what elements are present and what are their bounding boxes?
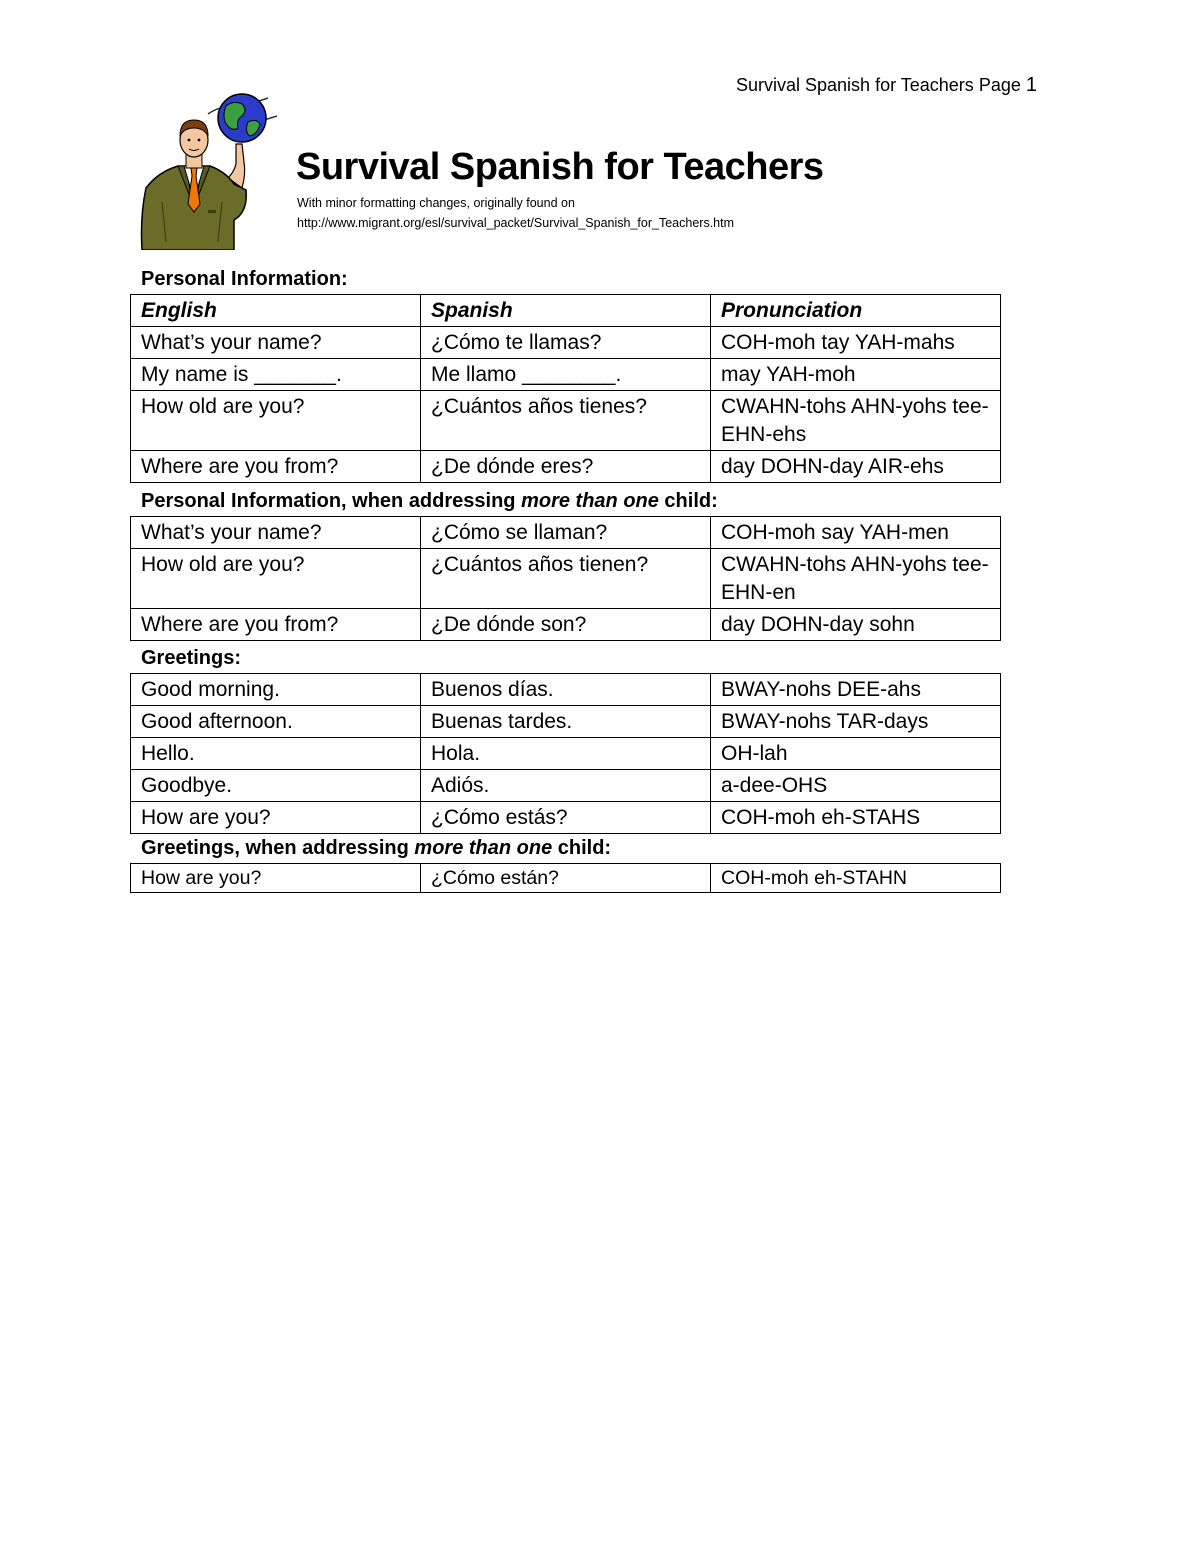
section-heading-emphasis: more than one: [521, 490, 659, 512]
spanish-cell: ¿De dónde son?: [421, 609, 711, 641]
section-heading-greetings-plural: [141, 837, 611, 860]
english-cell: How old are you?: [131, 391, 421, 451]
table-row: [131, 391, 1001, 451]
column-header-english: English: [131, 295, 421, 327]
table-row: [131, 451, 1001, 483]
spanish-cell: ¿Cómo te llamas?: [421, 327, 711, 359]
vocab-table-greetings: [130, 673, 1001, 834]
vocab-table-personal-info: [130, 294, 1001, 483]
spanish-cell: ¿Cómo se llaman?: [421, 517, 711, 549]
table-row: [131, 674, 1001, 706]
section-heading-emphasis: more than one: [414, 837, 553, 859]
spanish-cell: ¿Cuántos años tienes?: [421, 391, 711, 451]
table-row: [131, 706, 1001, 738]
pronunciation-cell: CWAHN-tohs AHN-yohs tee-EHN-en: [711, 549, 1001, 609]
spanish-cell: Buenas tardes.: [421, 706, 711, 738]
english-cell: Hello.: [131, 738, 421, 770]
english-cell: How old are you?: [131, 549, 421, 609]
running-header: [736, 74, 1037, 97]
english-cell: How are you?: [131, 864, 421, 893]
spanish-cell: Hola.: [421, 738, 711, 770]
english-cell: What’s your name?: [131, 517, 421, 549]
pronunciation-cell: BWAY-nohs TAR-days: [711, 706, 1001, 738]
table-row: [131, 517, 1001, 549]
english-cell: What’s your name?: [131, 327, 421, 359]
table-row: [131, 359, 1001, 391]
pronunciation-cell: day DOHN-day AIR-ehs: [711, 451, 1001, 483]
page-number: 1: [1025, 74, 1037, 96]
section-heading-greetings: Greetings:: [141, 647, 242, 669]
column-header-spanish: Spanish: [421, 295, 711, 327]
table-row: [131, 864, 1001, 893]
spanish-cell: Me llamo ________.: [421, 359, 711, 391]
table-row: [131, 327, 1001, 359]
section-heading-text: Greetings, when addressing: [141, 837, 415, 859]
vocab-table-personal-info-plural: [130, 516, 1001, 641]
english-cell: Where are you from?: [131, 451, 421, 483]
pronunciation-cell: day DOHN-day sohn: [711, 609, 1001, 641]
pronunciation-cell: COH-moh tay YAH-mahs: [711, 327, 1001, 359]
section-heading-text: child:: [552, 837, 612, 859]
table-row: [131, 802, 1001, 834]
spanish-cell: ¿Cómo estás?: [421, 802, 711, 834]
pronunciation-cell: CWAHN-tohs AHN-yohs tee-EHN-ehs: [711, 391, 1001, 451]
pronunciation-cell: OH-lah: [711, 738, 1001, 770]
spanish-cell: ¿De dónde eres?: [421, 451, 711, 483]
section-heading-text: Personal Information, when addressing: [141, 490, 522, 512]
table-row: [131, 609, 1001, 641]
table-header-row: [131, 295, 1001, 327]
table-row: [131, 770, 1001, 802]
spanish-cell: ¿Cómo están?: [421, 864, 711, 893]
spanish-cell: Buenos días.: [421, 674, 711, 706]
pronunciation-cell: COH-moh eh-STAHS: [711, 802, 1001, 834]
pronunciation-cell: BWAY-nohs DEE-ahs: [711, 674, 1001, 706]
pronunciation-cell: COH-moh say YAH-men: [711, 517, 1001, 549]
english-cell: Where are you from?: [131, 609, 421, 641]
english-cell: Goodbye.: [131, 770, 421, 802]
spanish-cell: Adiós.: [421, 770, 711, 802]
english-cell: How are you?: [131, 802, 421, 834]
table-row: [131, 738, 1001, 770]
pronunciation-cell: may YAH-moh: [711, 359, 1001, 391]
column-header-pronunciation: Pronunciation: [711, 295, 1001, 327]
english-cell: Good morning.: [131, 674, 421, 706]
pronunciation-cell: a-dee-OHS: [711, 770, 1001, 802]
teacher-with-globe-icon: [138, 92, 283, 250]
vocab-table-greetings-plural: [130, 863, 1001, 893]
section-heading-text: child:: [658, 490, 718, 512]
section-heading-personal-info: Personal Information:: [141, 268, 348, 290]
pronunciation-cell: COH-moh eh-STAHN: [711, 864, 1001, 893]
section-heading-personal-info-plural: [141, 490, 718, 513]
page-label: Page: [978, 75, 1021, 95]
english-cell: My name is _______.: [131, 359, 421, 391]
document-title: Survival Spanish for Teachers: [296, 146, 824, 188]
english-cell: Good afternoon.: [131, 706, 421, 738]
source-url: http://www.migrant.org/esl/survival_packet/Survival_Spanish_for_Teachers.htm: [297, 216, 735, 230]
running-header-title: Survival Spanish for Teachers: [736, 75, 974, 95]
source-note: With minor formatting changes, originally found on: [297, 196, 575, 210]
spanish-cell: ¿Cuántos años tienen?: [421, 549, 711, 609]
table-row: [131, 549, 1001, 609]
